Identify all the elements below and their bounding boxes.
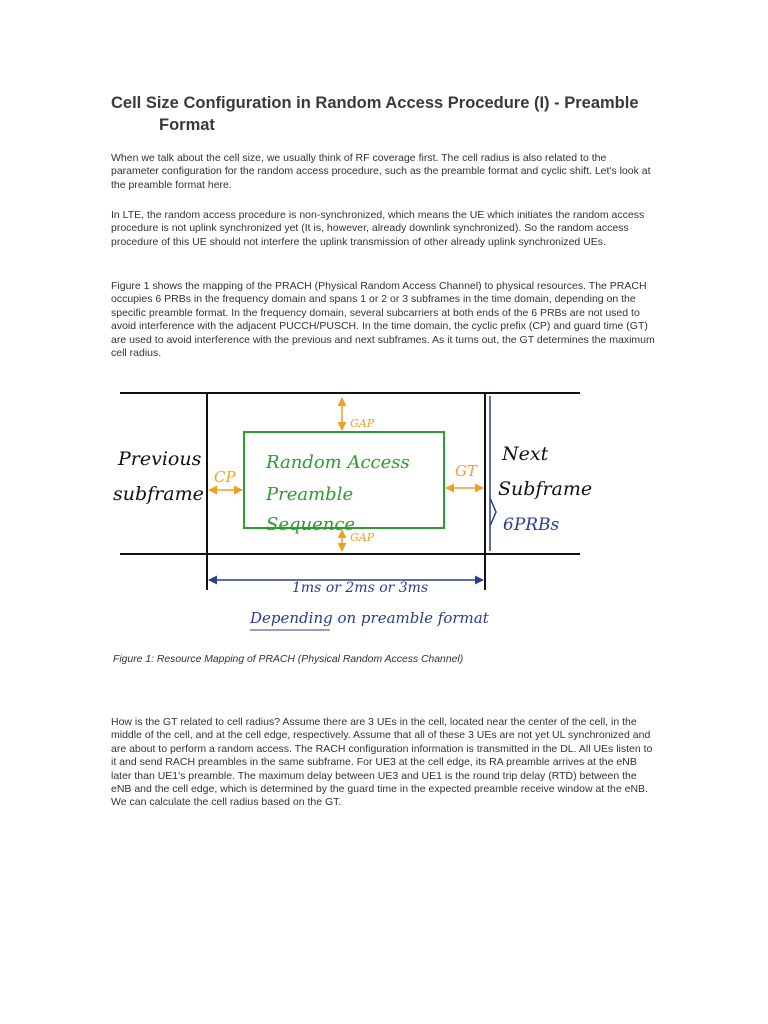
next-subframe-label: Subframe [498, 478, 593, 500]
paragraph-gt-radius: How is the GT related to cell radius? Assume there are 3 UEs in the cell, located near the center of the cell, in the middle of the cell, and at the cell edge, respectively. Assume that all of these 3 UEs are not yet UL synchronized and are about to perform a random access. The RACH configuration information is transmitted in the DL. All UEs listen to it and send RACH preambles in the same subframe. For UE3 at the cell edge, its RA preamble arrives at the eNB later than UE1's preamble. The maximum delay between UE3 and UE1 is the round trip delay (RTD) between the eNB and the cell edge, which is determined by the guard time in the expected preamble receive window at the eNB. We can calculate the cell radius based on the GT. [111, 716, 653, 809]
previous-label: Previous [118, 448, 202, 470]
depending-label: Depending on preamble format [250, 609, 489, 627]
paragraph-intro: When we talk about the cell size, we usually think of RF coverage first. The cell radius is also related to the parameter configuration for the random access procedure, such as the preamble format and cyclic shift. Let's look at the preamble format here. [111, 152, 651, 191]
figure-caption: Figure 1: Resource Mapping of PRACH (Physical Random Access Channel) [113, 654, 464, 665]
box-label-preamble: Preamble [266, 484, 354, 505]
title-line-1: Cell Size Configuration in Random Access Procedure (I) - Preamble [111, 94, 639, 112]
page-title [111, 92, 671, 136]
box-label-sequence: Sequence [266, 514, 356, 535]
title-line-2: Format [159, 116, 215, 134]
prbs-label: 6PRBs [503, 515, 560, 535]
gap-bottom-label: GAP [350, 531, 375, 544]
prach-mapping-figure [0, 380, 768, 640]
duration-label: 1ms or 2ms or 3ms [292, 580, 429, 596]
gap-top-label: GAP [350, 417, 375, 430]
cp-label: CP [214, 468, 236, 486]
prbs-brace-tip [490, 498, 496, 526]
paragraph-figure-description: Figure 1 shows the mapping of the PRACH (Physical Random Access Channel) to physical resources. The PRACH occupies 6 PRBs in the frequency domain and spans 1 or 2 or 3 subframes in the time domain, depending on the specific preamble format. In the frequency domain, several subcarriers at both ends of the 6 PRBs are not used to avoid interference with the adjacent PUCCH/PUSCH. In the time domain, the cyclic prefix (CP) and guard time (GT) are used to avoid interference with the previous and next subframes. As it turns out, the GT determines the maximum cell radius. [111, 280, 655, 360]
paragraph-lte: In LTE, the random access procedure is non-synchronized, which means the UE which initiates the random access procedure is not uplink synchronized yet (It is, however, already downlink synchronized). So the random access procedure of this UE should not interfere the uplink transmission of other already uplink synchronized UEs. [111, 209, 645, 248]
box-label-random-access: Random Access [266, 452, 410, 473]
previous-subframe-label: subframe [113, 483, 204, 505]
gt-label: GT [455, 462, 477, 480]
next-label: Next [502, 443, 549, 465]
